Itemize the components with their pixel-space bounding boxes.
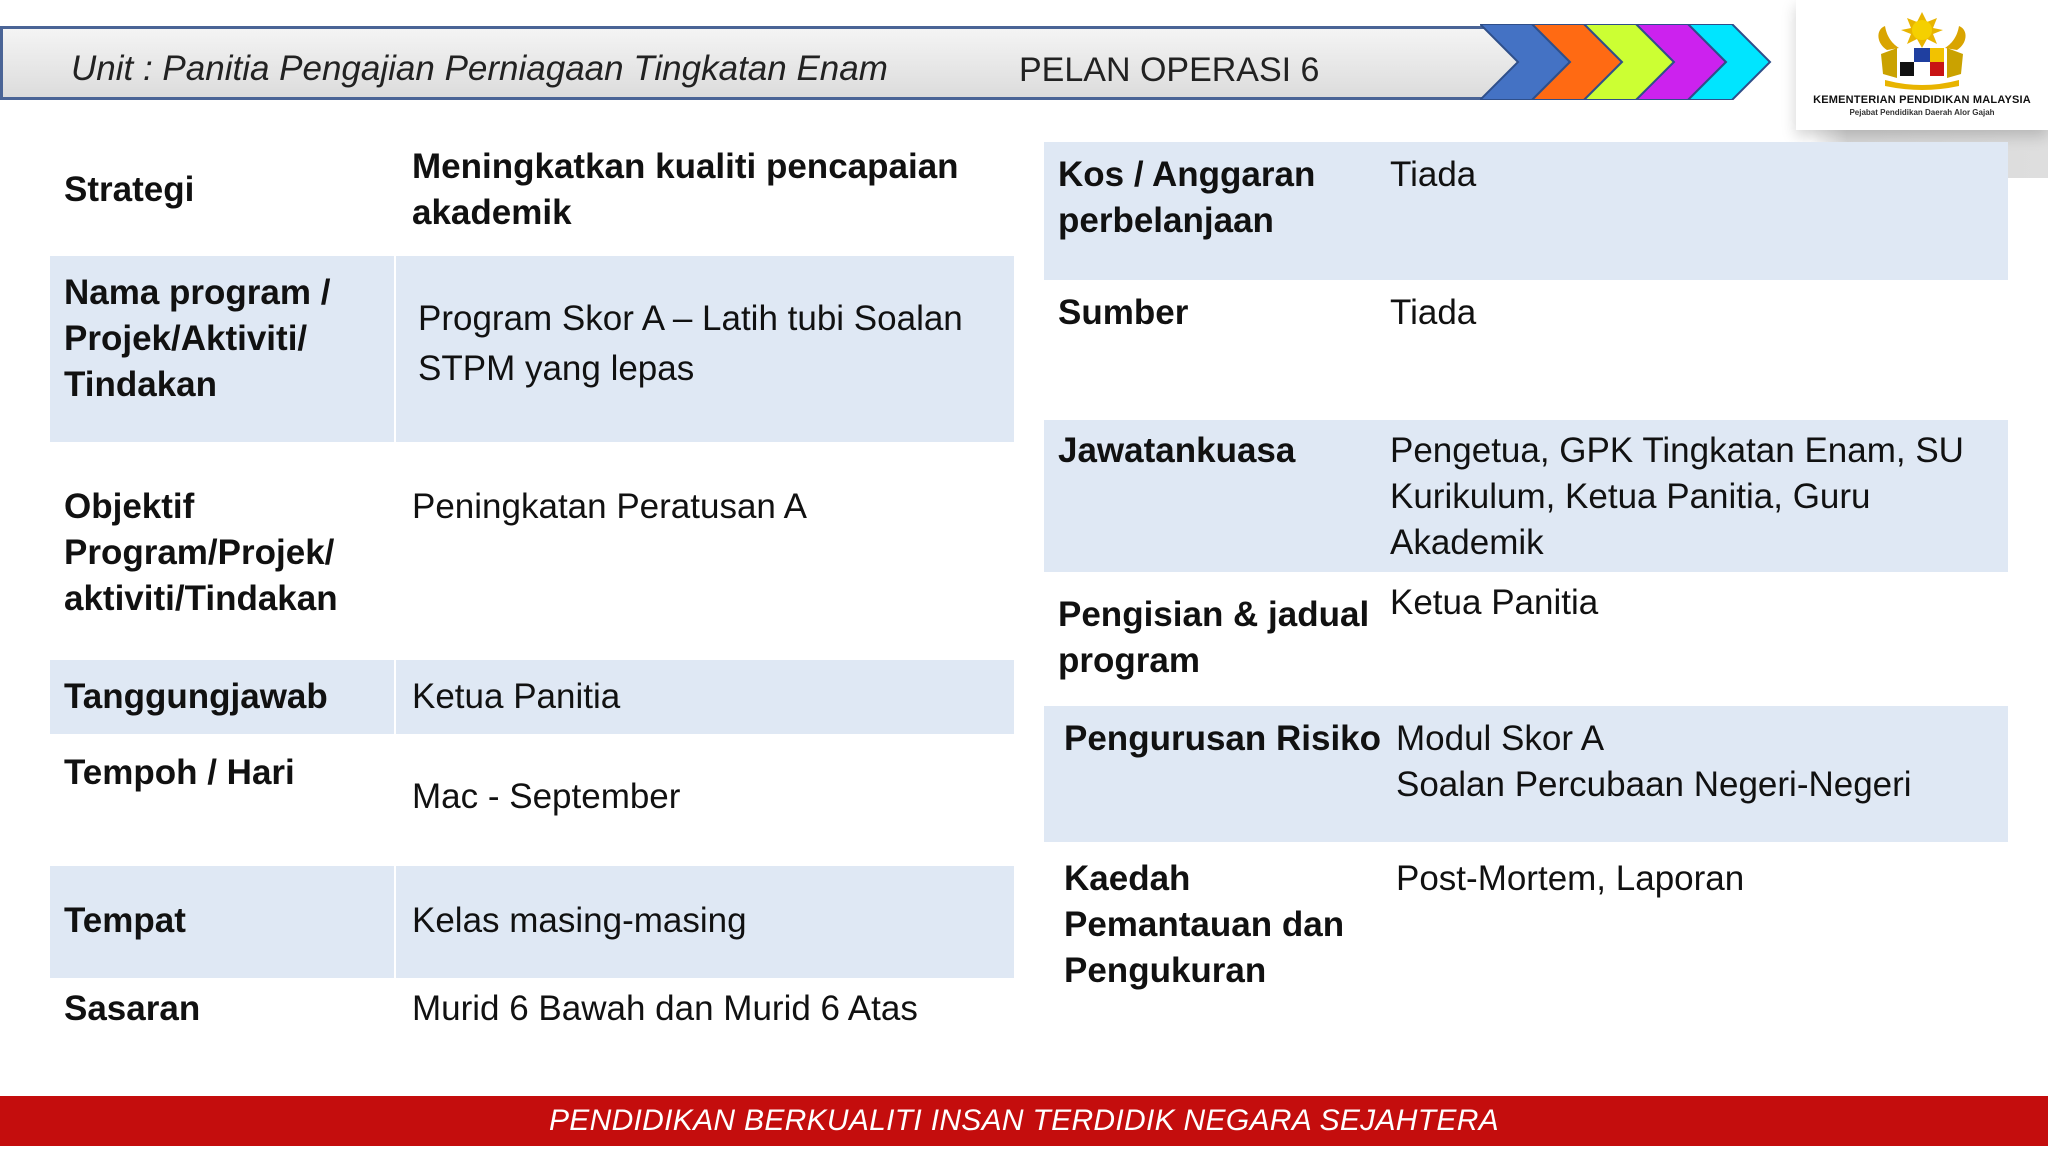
coat-of-arms-icon bbox=[1867, 8, 1977, 90]
table-row bbox=[50, 444, 1014, 660]
footer-banner bbox=[0, 1096, 2048, 1146]
row-label: Kos / Anggaran perbelanjaan bbox=[1058, 155, 1316, 240]
table-row bbox=[50, 134, 1014, 254]
row-value: Tiada bbox=[1390, 155, 1477, 194]
row-label: Tanggungjawab bbox=[64, 677, 328, 716]
table-row bbox=[1044, 844, 2008, 1044]
row-label: Kaedah Pemantauan dan Pengukuran bbox=[1064, 859, 1345, 990]
row-value: Program Skor A – Latih tubi Soalan STPM yang lepas bbox=[418, 299, 963, 388]
row-value: Pengetua, GPK Tingkatan Enam, SU Kurikulum, Ketua Panitia, Guru Akademik bbox=[1390, 431, 1964, 562]
table-row bbox=[1044, 574, 2008, 704]
row-label: Strategi bbox=[64, 170, 195, 209]
plan-title: PELAN OPERASI 6 bbox=[1019, 51, 1320, 89]
row-value: Ketua Panitia bbox=[412, 677, 621, 716]
row-label: Sumber bbox=[1058, 293, 1189, 332]
row-label: Pengisian & jadual program bbox=[1058, 595, 1370, 680]
table-row bbox=[50, 866, 1014, 978]
row-label: Tempoh / Hari bbox=[64, 753, 295, 792]
left-table bbox=[50, 134, 1014, 1034]
table-row bbox=[50, 256, 1014, 442]
ministry-logo bbox=[1796, 0, 2048, 130]
row-value: Peningkatan Peratusan A bbox=[412, 487, 808, 526]
row-value: Ketua Panitia bbox=[1390, 583, 1599, 622]
header-bar bbox=[0, 26, 1555, 100]
row-value: Mac - September bbox=[412, 777, 681, 816]
row-label: Objektif Program/Projek/ aktiviti/Tindakan bbox=[64, 487, 338, 618]
row-label: Nama program / Projek/Aktiviti/ Tindakan bbox=[64, 273, 331, 404]
ministry-name: KEMENTERIAN PENDIDIKAN MALAYSIA bbox=[1813, 94, 2031, 106]
right-table bbox=[1044, 142, 2008, 1042]
table-row bbox=[50, 978, 1014, 1034]
unit-title: Unit : Panitia Pengajian Perniagaan Tingkatan Enam bbox=[71, 49, 888, 88]
row-value: Tiada bbox=[1390, 293, 1477, 332]
table-row bbox=[1044, 420, 2008, 572]
row-label: Pengurusan Risiko bbox=[1064, 719, 1382, 758]
row-label: Sasaran bbox=[64, 989, 201, 1028]
row-value: Murid 6 Bawah dan Murid 6 Atas bbox=[412, 989, 918, 1028]
row-value: Meningkatkan kualiti pencapaian akademik bbox=[412, 147, 959, 232]
row-value: Kelas masing-masing bbox=[412, 901, 747, 940]
row-label: Jawatankuasa bbox=[1058, 431, 1296, 470]
row-value: Post-Mortem, Laporan bbox=[1396, 859, 1745, 898]
row-label: Tempat bbox=[64, 901, 186, 940]
table-row bbox=[1044, 706, 2008, 842]
table-row bbox=[1044, 282, 2008, 420]
row-value: Modul Skor A bbox=[1396, 719, 1605, 758]
district-office: Pejabat Pendidikan Daerah Alor Gajah bbox=[1849, 108, 1995, 117]
table-row bbox=[50, 736, 1014, 866]
footer-motto: PENDIDIKAN BERKUALITI INSAN TERDIDIK NEGARA SEJAHTERA bbox=[549, 1104, 1499, 1137]
table-row bbox=[50, 660, 1014, 734]
chevron-arrows-icon bbox=[1480, 24, 1780, 100]
table-row bbox=[1044, 142, 2008, 280]
row-value-2: Soalan Percubaan Negeri-Negeri bbox=[1396, 765, 1912, 804]
